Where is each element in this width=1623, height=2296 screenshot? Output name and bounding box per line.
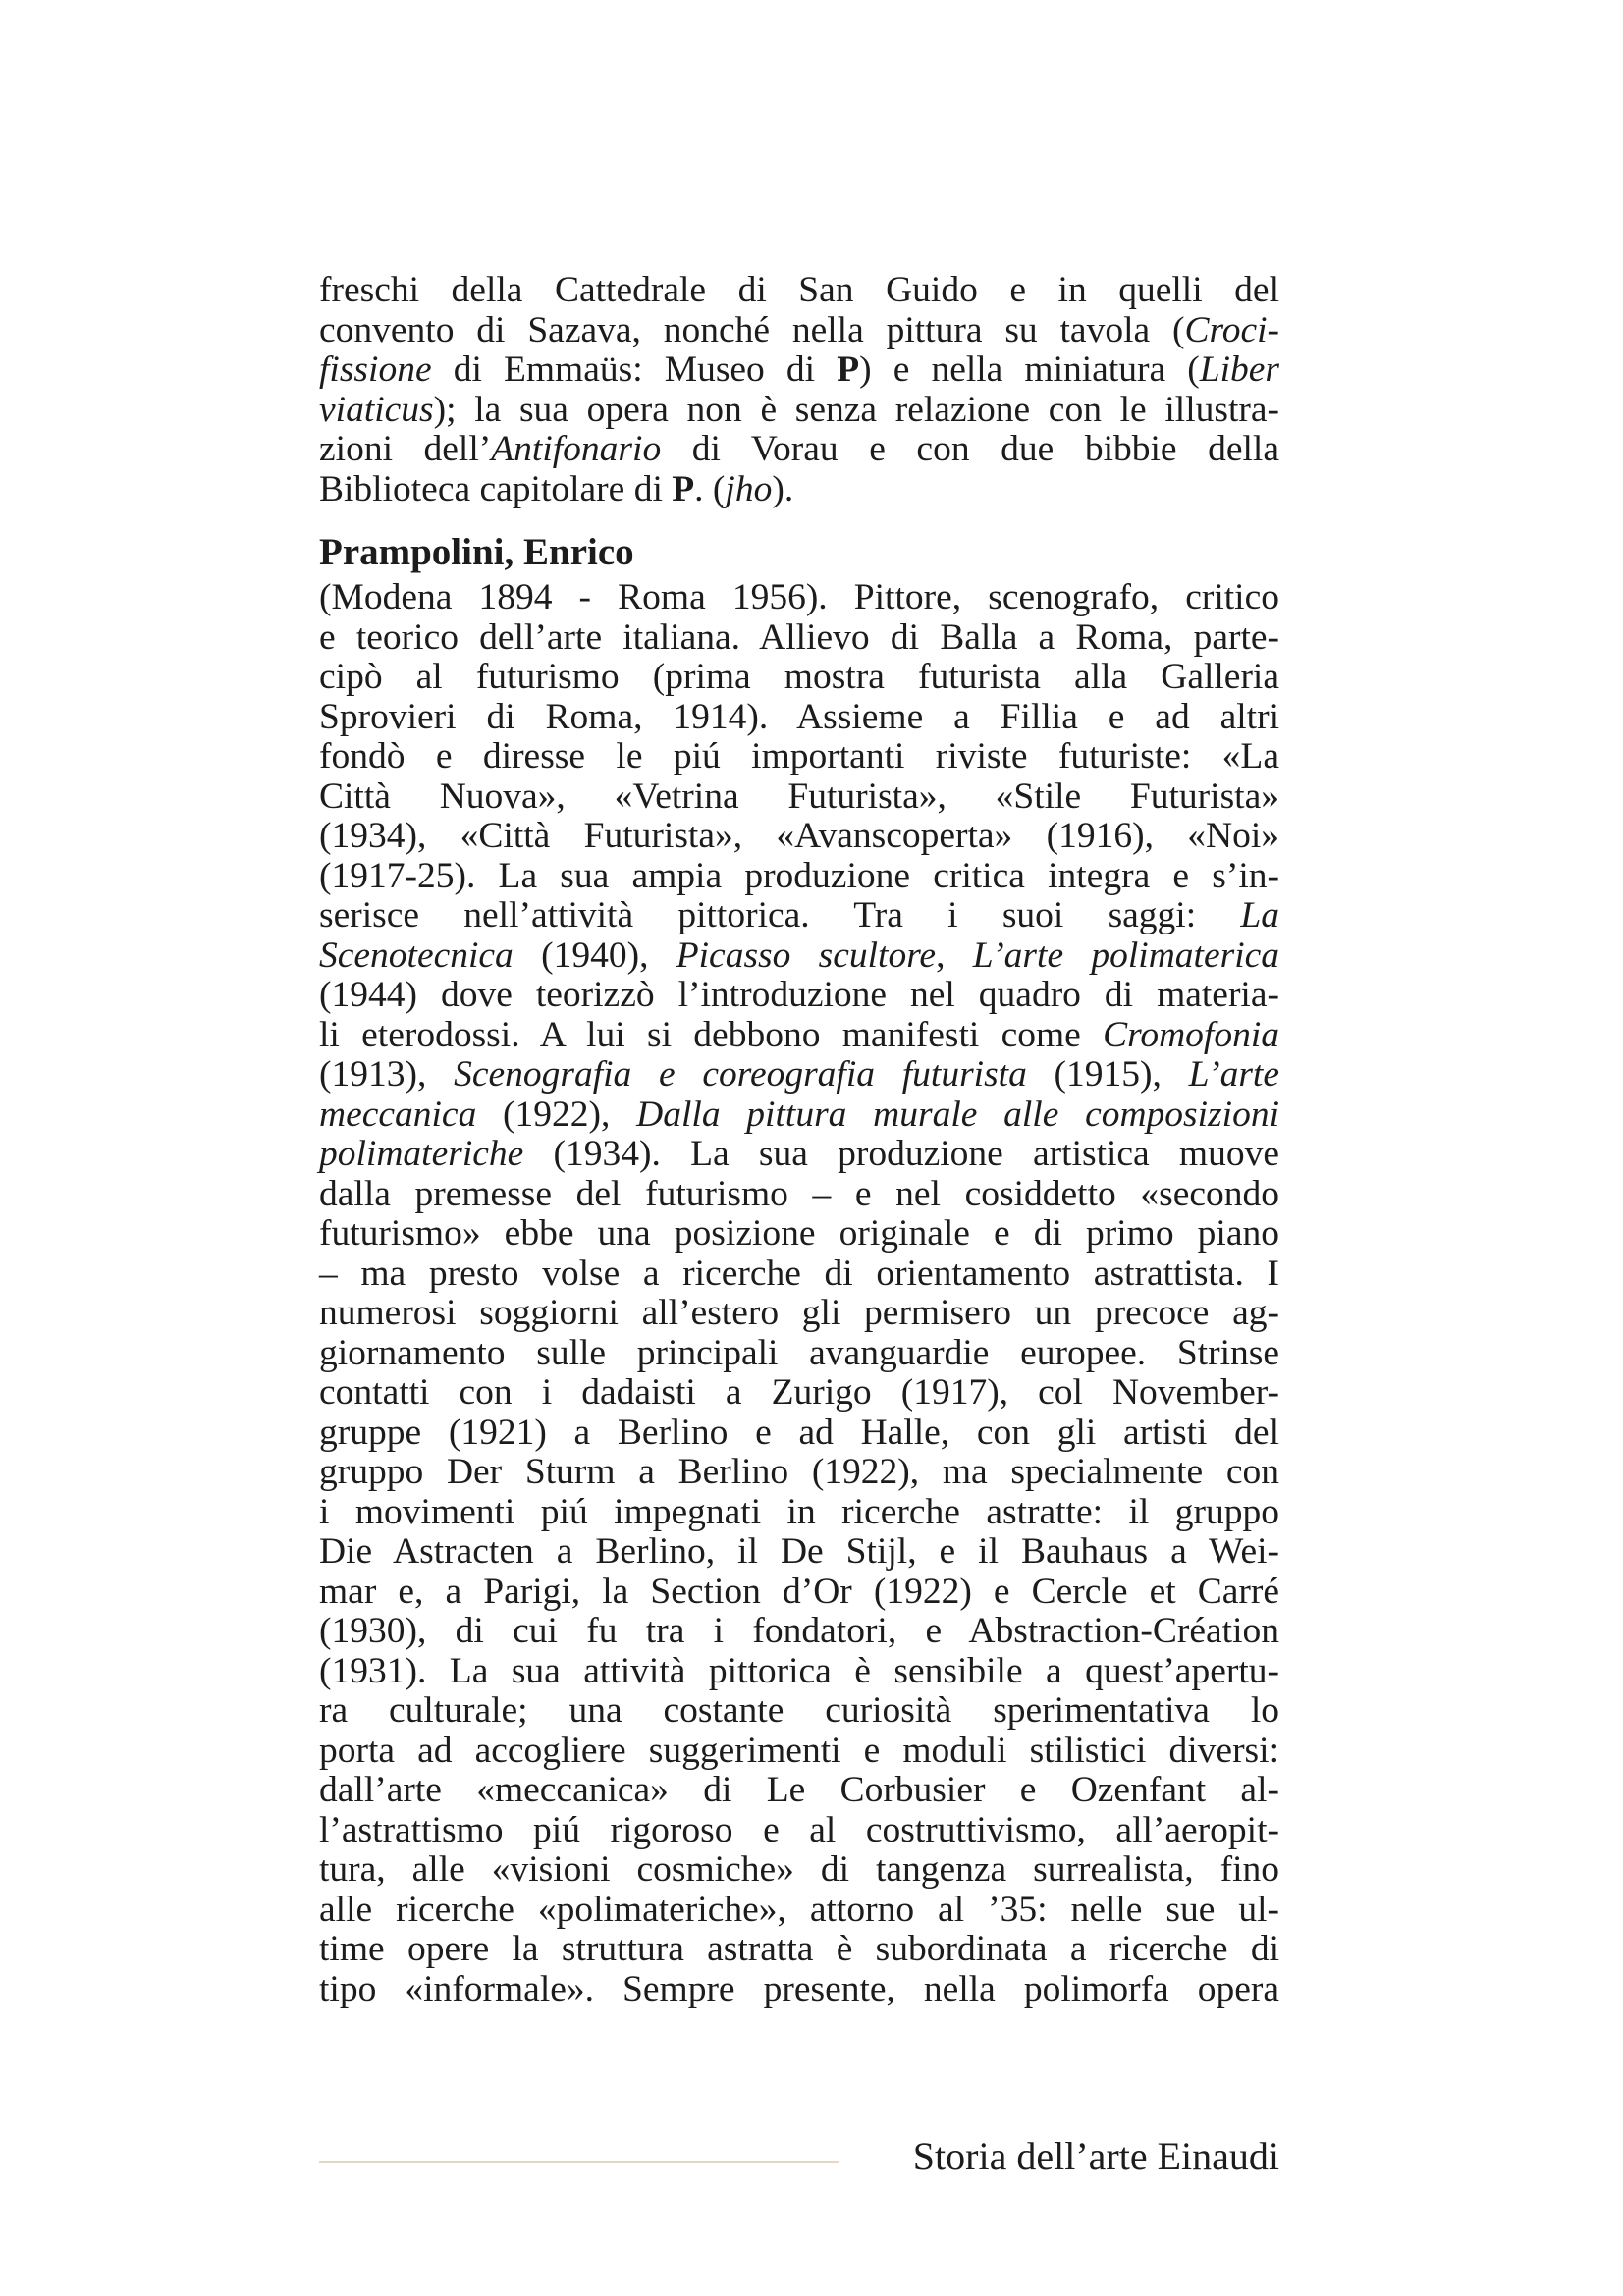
text-segment: alle ricerche «polimateriche», attorno al ’35: nelle sue ul-: [319, 1889, 1279, 1930]
bold-segment: P: [672, 468, 695, 509]
text-segment: ).: [772, 468, 794, 509]
text-segment: porta ad accogliere suggerimenti e moduli stilistici diversi:: [319, 1730, 1279, 1771]
text-line: [319, 1612, 1279, 1652]
text-segment: li eterodossi. A lui si debbono manifesti come: [319, 1014, 1104, 1055]
text-line: [319, 1691, 1279, 1732]
text-line: [319, 896, 1279, 936]
text-segment: (1940),: [513, 934, 676, 976]
text-segment: ,: [936, 934, 973, 976]
text-line: [319, 777, 1279, 818]
text-line: [319, 1573, 1279, 1613]
italic-segment: L’arte: [1188, 1054, 1279, 1095]
text-segment: Sprovieri di Roma, 1914). Assieme a Fillia e ad altri: [319, 696, 1279, 737]
entry-heading: Prampolini, Enrico: [319, 531, 634, 573]
italic-segment: Dalla pittura murale alle composizioni: [636, 1094, 1279, 1135]
previous-entry-text: [319, 271, 1279, 509]
text-line: [319, 1214, 1279, 1255]
text-line: [319, 1175, 1279, 1215]
text-line: [319, 618, 1279, 659]
italic-segment: fissione: [319, 349, 432, 390]
text-line: [319, 1732, 1279, 1772]
text-line: [319, 1255, 1279, 1295]
bold-segment: P: [837, 349, 860, 390]
text-line: [319, 578, 1279, 618]
text-segment: serisce nell’attività pittorica. Tra i suoi saggi:: [319, 895, 1241, 935]
text-line: [319, 1294, 1279, 1334]
text-line: [319, 430, 1279, 470]
text-line: [319, 658, 1279, 698]
text-segment: fondò e diresse le piú importanti riviste futuriste: «La: [319, 736, 1279, 776]
text-line: [319, 1373, 1279, 1414]
text-line: [319, 1850, 1279, 1891]
italic-segment: Croci-: [1184, 309, 1279, 350]
text-segment: (Modena 1894 - Roma 1956). Pittore, scenografo, critico: [319, 577, 1279, 617]
text-segment: e teorico dell’arte italiana. Allievo di Balla a Roma, parte-: [319, 616, 1279, 658]
italic-segment: Antifonario: [491, 429, 662, 469]
text-segment: tura, alle «visioni cosmiche» di tangenza surrealista, fino: [319, 1849, 1279, 1890]
italic-segment: Scenotecnica: [319, 934, 514, 976]
text-segment: cipò al futurismo (prima mostra futurista alla Galleria: [319, 657, 1279, 697]
text-line: [319, 1532, 1279, 1573]
text-segment: (1915),: [1026, 1054, 1189, 1095]
text-line: [319, 311, 1279, 351]
text-line: [319, 391, 1279, 431]
text-segment: (1934). La sua produzione artistica muove: [523, 1134, 1279, 1174]
text-line: [319, 1095, 1279, 1136]
text-line: [319, 1414, 1279, 1454]
italic-segment: La: [1240, 895, 1279, 935]
page-footer: [319, 2132, 1279, 2181]
text-segment: zioni dell’: [319, 429, 492, 469]
text-line: [319, 1970, 1279, 2010]
text-segment: mar e, a Parigi, la Section d’Or (1922) e Cercle et Carré: [319, 1571, 1279, 1612]
text-line: [319, 1334, 1279, 1374]
italic-segment: viaticus: [319, 389, 434, 430]
text-segment: giornamento sulle principali avanguardie europee. Strinse: [319, 1332, 1279, 1373]
text-line: [319, 1055, 1279, 1095]
text-segment: (1930), di cui fu tra i fondatori, e Abstraction-Création: [319, 1611, 1279, 1651]
text-segment: futurismo» ebbe una posizione originale e di primo piano: [319, 1213, 1279, 1254]
text-line: [319, 1891, 1279, 1931]
page-body: [319, 271, 1279, 2009]
text-line: [319, 1930, 1279, 1970]
text-segment: (1913),: [319, 1054, 455, 1095]
text-line: [319, 470, 1279, 510]
text-line: [319, 1493, 1279, 1533]
text-line: [319, 698, 1279, 738]
text-line: [319, 857, 1279, 897]
text-segment: gruppe (1921) a Berlino e ad Halle, con gli artisti del: [319, 1412, 1279, 1453]
text-segment: dall’arte «meccanica» di Le Corbusier e Ozenfant al-: [319, 1770, 1279, 1810]
text-line: [319, 936, 1279, 977]
italic-segment: jho: [725, 468, 773, 509]
text-segment: dalla premesse del futurismo – e nel cosiddetto «secondo: [319, 1173, 1279, 1214]
text-segment: i movimenti piú impegnati in ricerche astratte: il gruppo: [319, 1491, 1279, 1532]
italic-segment: Scenografia e coreografia futurista: [454, 1054, 1027, 1095]
italic-segment: L’arte polimaterica: [972, 934, 1280, 976]
text-segment: ) e nella miniatura (: [859, 349, 1200, 390]
text-line: [319, 737, 1279, 777]
text-line: [319, 976, 1279, 1016]
italic-segment: Cromofonia: [1103, 1014, 1279, 1055]
footer-title: Storia dell’arte Einaudi: [912, 2134, 1279, 2178]
text-line: [319, 271, 1279, 311]
text-segment: di Vorau e con due bibbie della: [661, 429, 1279, 469]
text-segment: freschi della Cattedrale di San Guido e in quelli del: [319, 270, 1279, 310]
italic-segment: Liber: [1199, 349, 1279, 390]
text-segment: . (: [694, 468, 726, 509]
text-line: [319, 1652, 1279, 1692]
text-segment: (1934), «Città Futurista», «Avanscoperta» (1916), «Noi»: [319, 816, 1279, 856]
text-line: [319, 1016, 1279, 1056]
text-segment: Biblioteca capitolare di: [319, 468, 673, 509]
text-segment: time opere la struttura astratta è subordinata a ricerche di: [319, 1929, 1279, 1969]
text-segment: Die Astracten a Berlino, il De Stijl, e il Bauhaus a Wei-: [319, 1531, 1279, 1572]
text-line: [319, 1771, 1279, 1811]
text-segment: l’astrattismo piú rigoroso e al costruttivismo, all’aeropit-: [319, 1809, 1279, 1850]
text-segment: tipo «informale». Sempre presente, nella polimorfa opera: [319, 1968, 1279, 2009]
text-line: [319, 350, 1279, 391]
text-segment: ra culturale; una costante curiosità sperimentativa lo: [319, 1690, 1279, 1731]
text-segment: convento di Sazava, nonché nella pittura su tavola (: [319, 309, 1185, 350]
text-segment: ); la sua opera non è senza relazione con le illustra-: [433, 389, 1279, 430]
text-segment: (1917-25). La sua ampia produzione critica integra e s’in-: [319, 855, 1279, 896]
text-segment: gruppo Der Sturm a Berlino (1922), ma specialmente con: [319, 1452, 1279, 1492]
text-segment: Città Nuova», «Vetrina Futurista», «Stile Futurista»: [319, 775, 1279, 817]
italic-segment: polimateriche: [319, 1134, 524, 1174]
text-segment: – ma presto volse a ricerche di orientamento astrattista. I: [319, 1253, 1279, 1294]
text-line: [319, 817, 1279, 857]
text-line: [319, 1453, 1279, 1493]
italic-segment: Picasso scultore: [676, 934, 937, 976]
text-line: [319, 1811, 1279, 1851]
text-segment: (1944) dove teorizzò l’introduzione nel quadro di materia-: [319, 975, 1279, 1015]
text-segment: (1931). La sua attività pittorica è sensibile a quest’apertu-: [319, 1650, 1279, 1691]
text-line: [319, 1135, 1279, 1175]
text-segment: (1922),: [476, 1094, 637, 1135]
italic-segment: meccanica: [319, 1094, 477, 1135]
text-segment: numerosi soggiorni all’estero gli permisero un precoce ag-: [319, 1293, 1279, 1333]
text-segment: contatti con i dadaisti a Zurigo (1917), col November-: [319, 1372, 1279, 1413]
footer-rule: [319, 2161, 839, 2163]
text-segment: di Emmaüs: Museo di: [431, 349, 838, 390]
entry-text: [319, 578, 1279, 2009]
